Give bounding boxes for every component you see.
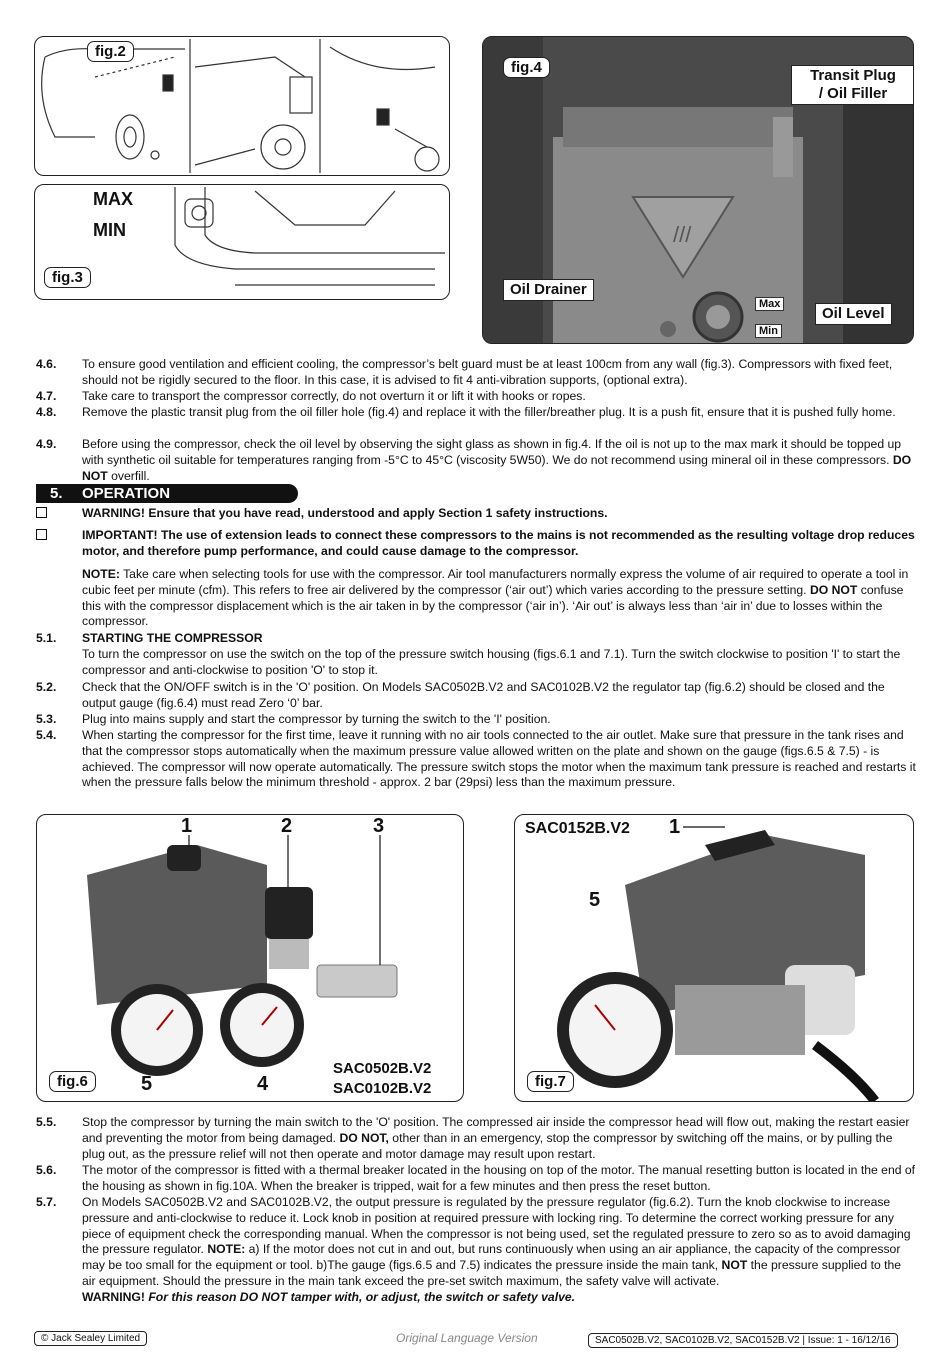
para-4-7: 4.7. Take care to transport the compressor correctly, do not overturn it or lift it with hooks or ropes. <box>36 389 586 403</box>
para-5-1: 5.1. STARTING THE COMPRESSOR To turn the compressor on use the switch on the top of the pressure switch housing (figs.6.1 and 7.1). Turn the switch clockwise to position 'I' to start the compressor and anti-clockwise to position 'O' to stop it. <box>36 631 901 677</box>
fig6-model-2: SAC0102B.V2 <box>333 1080 432 1097</box>
para-4-6: 4.6. To ensure good ventilation and efficient cooling, the compressor’s belt guard must be at least 100cm from any wall (fig.3). Compressors with fixed feet, should not be rigidly secured to the floor. In this case, it is advised to fit 4 anti-vibration supports, (optional extra). <box>36 357 893 387</box>
svg-text:///: /// <box>673 222 692 247</box>
fig3-illustration <box>34 184 450 300</box>
fig4-oil-level-callout: Oil Level <box>815 303 892 325</box>
footer-language: Original Language Version <box>396 1331 538 1345</box>
fig2-illustration <box>34 36 450 176</box>
para-4-8: 4.8. Remove the plastic transit plug from the oil filler hole (fig.4) and replace it with the filler/breather plug. It is a push fit, ensure that it is pushed fully home. <box>36 405 896 419</box>
warning-line: WARNING! Ensure that you have read, understood and apply Section 1 safety instructions. <box>36 506 916 522</box>
para-5-2: 5.2. Check that the ON/OFF switch is in the 'O' position. On Models SAC0502B.V2 and SAC0102B.V2 the regulator tap (fig.6.2) should be closed and the output gauge (fig.6.4) must read Zero ‘0’ bar. <box>36 680 885 710</box>
fig3-max-label: MAX <box>93 189 133 209</box>
para-5-3: 5.3. Plug into mains supply and start the compressor by turning the switch to the 'I' position. <box>36 712 551 726</box>
fig7-model: SAC0152B.V2 <box>525 820 630 837</box>
para-5-7: 5.7. On Models SAC0502B.V2 and SAC0102B.V2, the output pressure is regulated by the pressure regulator (fig.6.2). Turn the knob clockwise to increase pressure and anti-clockwise to reduce it. Lock knob in position at required pressure with locking ring. To determine the correct working pressure for any piece of equipment check the corresponding manual. When the compressor is not being used, set the regulated pressure to zero so as to avoid damaging the pressure regulator. NOTE: a) If the motor does not cut in and out, but runs continuously when using an air appliance, the capacity of the compressor may be too small for the equipment or tool. b)The gauge (figs.6.5 and 7.5) indicates the pressure inside the main tank, NOT the pressure supplied to the air equipment. Should the pressure in the main tank exceed the pre-set switch maximum, the safety valve will activate. WARNING! For this reason DO NOT tamper with, or adjust, the switch or safety valve. <box>36 1195 911 1304</box>
para-5-6: 5.6. The motor of the compressor is fitted with a thermal breaker located in the housing on top of the motor. The manual resetting button is located in the end of the housing as shown in fig.10A. When the breaker is tripped, wait for a few minutes and then press the reset button. <box>36 1163 916 1193</box>
fig6-callout-3: 3 <box>373 815 385 837</box>
fig6-callout-1: 1 <box>181 815 193 837</box>
fig6-label: fig.6 <box>49 1071 96 1092</box>
fig4-oil-drainer-callout: Oil Drainer <box>503 279 594 301</box>
fig7-drawing <box>515 815 913 1101</box>
fig7-photo <box>514 814 914 1102</box>
operation-heading: 5. OPERATION <box>36 484 298 503</box>
fig4-transit-plug-callout: Transit Plug / Oil Filler <box>791 65 914 105</box>
fig4-label: fig.4 <box>503 57 550 78</box>
fig6-callout-4: 4 <box>257 1073 269 1095</box>
para-5-5: 5.5. Stop the compressor by turning the main switch to the 'O' position. The compressed air inside the compressor head will flow out, making the restart easier and preventing the motor from being damaged. DO NOT, other than in an emergency, stop the compressor by switching off the mains, or by pulling the plug out, as the pressure relief will not then operate and motor damage may result upon restart. <box>36 1115 910 1161</box>
fig7-callout-1: 1 <box>669 816 681 838</box>
important-line: IMPORTANT! The use of extension leads to connect these compressors to the mains is not recommended as the resulting voltage drop reduces motor, and therefore pump performance, and could cause damage to the compressor. <box>36 528 916 560</box>
fig4-max-label: Max <box>755 297 784 311</box>
checkbox-icon <box>36 529 47 540</box>
fig6-callout-2: 2 <box>281 815 293 837</box>
fig7-label: fig.7 <box>527 1071 574 1092</box>
fig6-photo <box>36 814 464 1102</box>
para-5-4: 5.4. When starting the compressor for the first time, leave it running with no air tools connected to the air outlet. Make sure that pressure in the tank rises and that the compressor stops automatically when the maximum pressure value allowed written on the plate and shown on the gauge (figs.6.5 & 7.5) - is achieved. The compressor will now operate automatically. The pressure switch stops the motor when the maximum tank pressure is reached and restarts it when the pressure falls below the minimum threshold - approx. 2 bar (29psi) less than the maximum pressure. <box>36 728 916 790</box>
fig2-label: fig.2 <box>87 41 134 62</box>
fig6-callout-5: 5 <box>141 1073 153 1095</box>
note-paragraph: NOTE: Take care when selecting tools for use with the compressor. Air tool manufacturers normally express the volume of air required to operate a tool in cubic feet per minute (cfm). This refers to free air delivered by the compressor (‘air out’) which varies according to the pressure setting. DO NOT confuse this with the compressor displacement which is the air taken in by the compressor (‘air in’). ‘Air out’ is always less than ‘air in’ due to losses within the compressor. <box>82 567 909 629</box>
fig6-model-1: SAC0502B.V2 <box>333 1060 432 1077</box>
fig3-label: fig.3 <box>44 267 91 288</box>
fig3-min-label: MIN <box>93 220 126 240</box>
fig7-callout-5: 5 <box>589 889 601 911</box>
footer-copyright: © Jack Sealey Limited <box>34 1331 147 1346</box>
checkbox-icon <box>36 507 47 518</box>
fig4-photo <box>482 36 914 344</box>
fig4-min-label: Min <box>755 324 782 338</box>
para-4-9: 4.9. Before using the compressor, check the oil level by observing the sight glass as shown in fig.4. If the oil is not up to the max mark it should be topped up with synthetic oil suitable for temperatures ranging from -5°C to 45°C (viscosity 5W50). We do not recommend using mineral oil in these compressors. DO NOT overfill. <box>36 437 912 483</box>
footer-models-issue: SAC0502B.V2, SAC0102B.V2, SAC0152B.V2 | Issue: 1 - 16/12/16 <box>588 1333 898 1348</box>
